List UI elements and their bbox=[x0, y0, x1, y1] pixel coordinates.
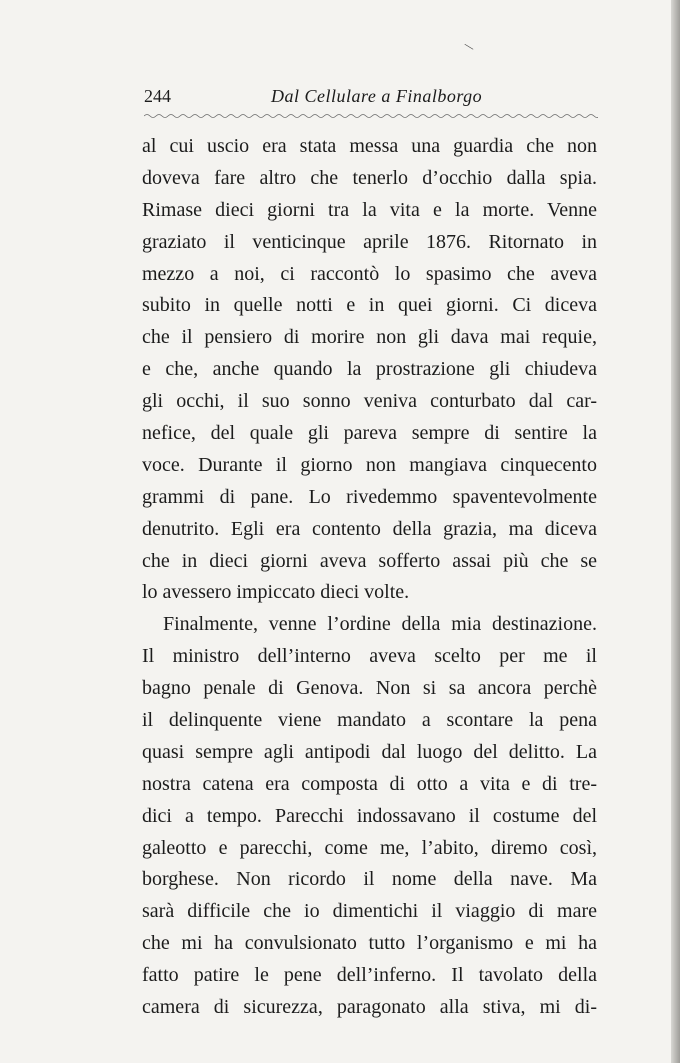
text-line: lo avessero impiccato dieci volte. bbox=[142, 581, 410, 604]
text-line: Il ministro dell’interno aveva scelto per me il bbox=[142, 645, 597, 668]
text-line: Rimase dieci giorni tra la vita e la morte. Venne bbox=[142, 198, 597, 221]
page-number: 244 bbox=[144, 86, 171, 106]
text-line: Finalmente, venne l’ordine della mia destinazione. bbox=[163, 613, 597, 636]
text-line: al cui uscio era stata messa una guardia che non bbox=[142, 135, 597, 157]
text-line: denutrito. Egli era contento della grazia, ma diceva bbox=[142, 517, 597, 540]
text-line: nefice, del quale gli pareva sempre di sentire la bbox=[142, 422, 597, 445]
text-line: che in dieci giorni aveva sofferto assai più che se bbox=[142, 549, 597, 572]
page-edge-shadow bbox=[671, 0, 680, 1063]
text-line: mezzo a noi, ci raccontò lo spasimo che aveva bbox=[142, 262, 597, 285]
text-line: grammi di pane. Lo rivedemmo spaventevolmente bbox=[142, 485, 597, 508]
text-line: camera di sicurezza, paragonato alla stiva, mi di- bbox=[142, 996, 597, 1019]
running-title: Dal Cellulare a Finalborgo bbox=[271, 86, 483, 106]
text-line: dici a tempo. Parecchi indossavano il costume del bbox=[142, 804, 597, 827]
text-line: sarà difficile che io dimentichi il viaggio di mare bbox=[142, 900, 597, 923]
text-line: che mi ha convulsionato tutto l’organismo e mi ha bbox=[142, 932, 597, 955]
text-line: gli occhi, il suo sonno veniva conturbato dal car- bbox=[142, 390, 597, 413]
text-line: fatto patire le pene dell’inferno. Il tavolato della bbox=[142, 964, 597, 987]
stray-mark: \ bbox=[463, 40, 476, 55]
text-line: graziato il venticinque aprile 1876. Ritornato in bbox=[142, 230, 597, 253]
text-line: borghese. Non ricordo il nome della nave. Ma bbox=[142, 868, 597, 891]
text-line: il delinquente viene mandato a scontare la pena bbox=[142, 709, 597, 732]
text-line: quasi sempre agli antipodi dal luogo del delitto. La bbox=[142, 740, 597, 763]
text-line: doveva fare altro che tenerlo d’occhio dalla spia. bbox=[142, 166, 597, 189]
text-line: bagno penale di Genova. Non si sa ancora perchè bbox=[142, 677, 597, 700]
body-text bbox=[142, 131, 597, 1024]
page-header bbox=[144, 86, 598, 110]
text-line: nostra catena era composta di otto a vita e di tre- bbox=[142, 772, 597, 795]
text-line: subito in quelle notti e in quei giorni. Ci diceva bbox=[142, 294, 597, 317]
text-line: che il pensiero di morire non gli dava mai requie, bbox=[142, 326, 597, 349]
text-line: e che, anche quando la prostrazione gli chiudeva bbox=[142, 358, 597, 381]
header-wavy-rule bbox=[144, 112, 598, 120]
text-line: voce. Durante il giorno non mangiava cinquecento bbox=[142, 453, 597, 476]
text-line: galeotto e parecchi, come me, l’abito, diremo così, bbox=[142, 836, 597, 859]
